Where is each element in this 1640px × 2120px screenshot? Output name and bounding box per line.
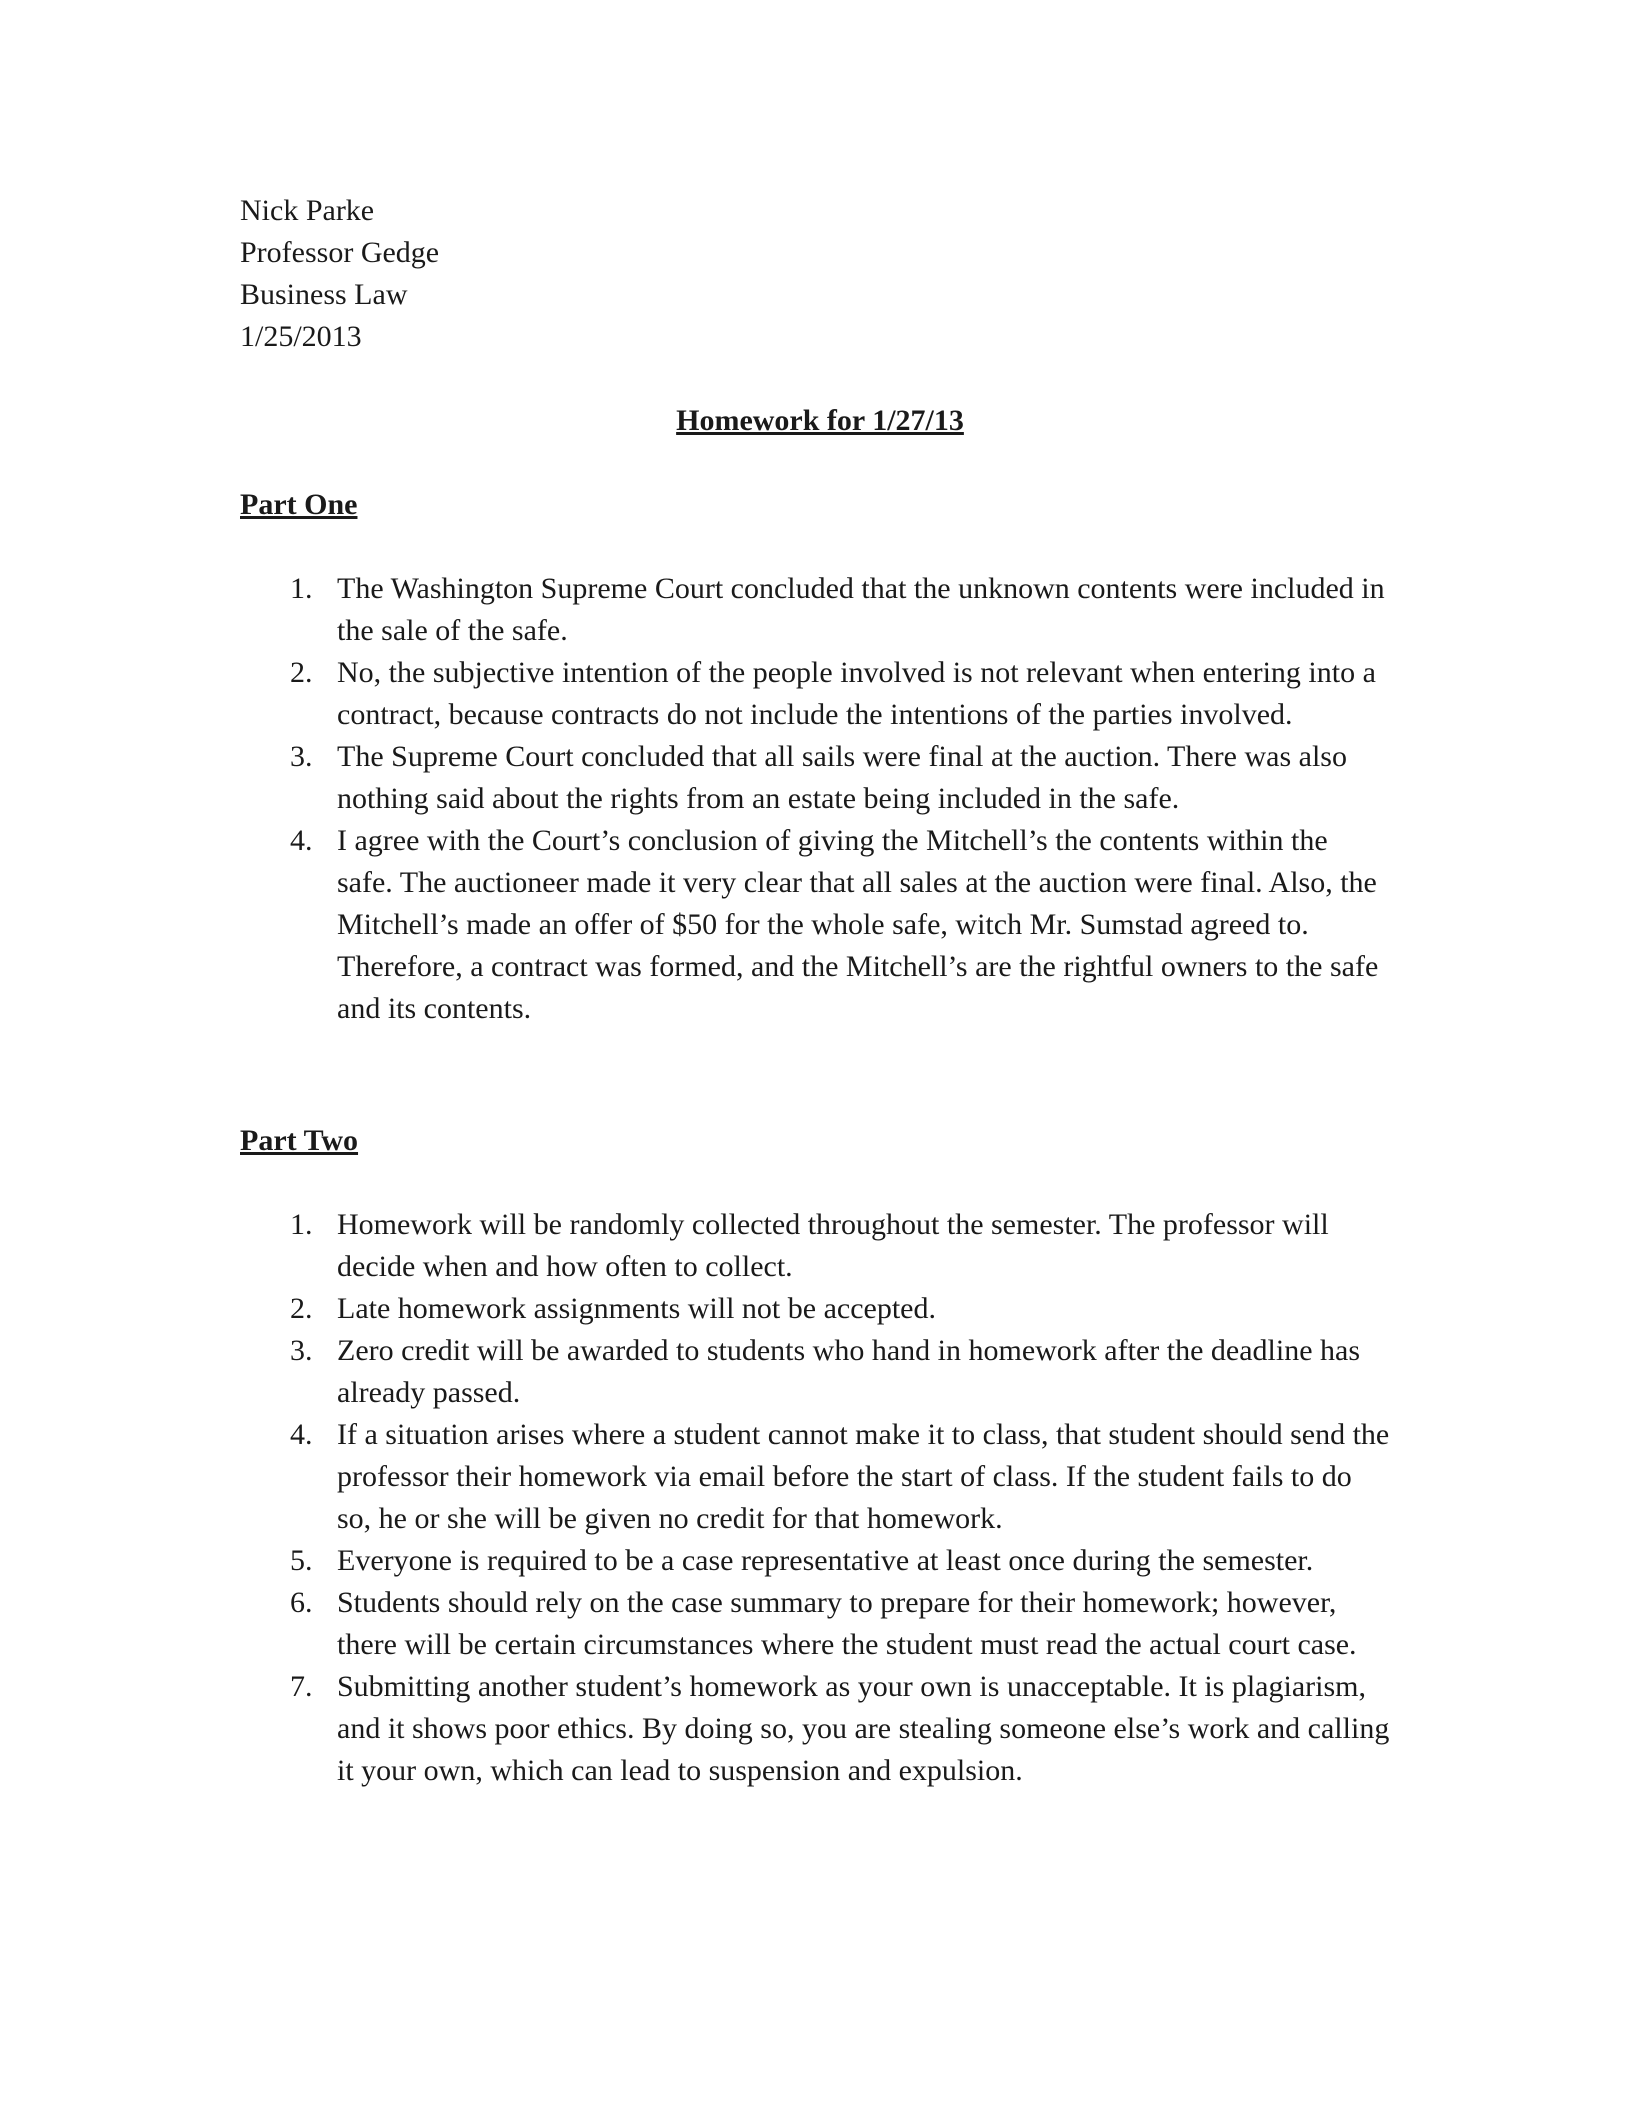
item-number: 7. [290, 1670, 313, 1703]
item-number: 4. [290, 1418, 313, 1451]
list-item [0, 1582, 1640, 1666]
item-text: The Washington Supreme Court concluded that the unknown contents were included in the sale of the safe. [337, 572, 1385, 647]
list-item [0, 1288, 1640, 1330]
item-number: 2. [290, 1292, 313, 1325]
list-item [0, 736, 1640, 820]
item-text: Zero credit will be awarded to students who hand in homework after the deadline has already passed. [337, 1334, 1361, 1409]
item-number: 1. [290, 1208, 313, 1241]
professor-name: Professor Gedge [240, 236, 440, 269]
item-number: 1. [290, 572, 313, 605]
item-number: 2. [290, 656, 313, 689]
list-item [0, 652, 1640, 736]
item-text: Everyone is required to be a case representative at least once during the semester. [337, 1544, 1314, 1577]
document-title: Homework for 1/27/13 [676, 404, 964, 437]
list-item [0, 1330, 1640, 1414]
part-two-list [0, 1204, 1640, 1792]
item-text: Students should rely on the case summary to prepare for their homework; however, there will be certain circumstances where the student must read the actual court case. [337, 1586, 1357, 1661]
list-item [0, 1204, 1640, 1288]
item-number: 4. [290, 824, 313, 857]
list-item [0, 1666, 1640, 1792]
item-text: Homework will be randomly collected throughout the semester. The professor will decide when and how often to collect. [337, 1208, 1329, 1283]
list-item [0, 568, 1640, 652]
list-item [0, 1414, 1640, 1540]
part-one-list [0, 568, 1640, 1030]
item-number: 5. [290, 1544, 313, 1577]
item-text: I agree with the Court’s conclusion of giving the Mitchell’s the contents within the safe. The auctioneer made it very clear that all sales at the auction were final. Also, the Mitchell’s made an offer of $50 for the whole safe, witch Mr. Sumstad agreed to. Therefore, a contract was formed, and the Mitchell’s are the rightful owners to the safe and its contents. [337, 824, 1379, 1025]
student-name: Nick Parke [240, 194, 375, 227]
item-text: The Supreme Court concluded that all sails were final at the auction. There was also nothing said about the rights from an estate being included in the safe. [337, 740, 1347, 815]
item-number: 3. [290, 1334, 313, 1367]
item-number: 6. [290, 1586, 313, 1619]
list-item [0, 1540, 1640, 1582]
document-date: 1/25/2013 [240, 320, 362, 353]
item-text: Late homework assignments will not be accepted. [337, 1292, 936, 1325]
list-item [0, 820, 1640, 1030]
item-number: 3. [290, 740, 313, 773]
part-one-heading: Part One [240, 488, 358, 521]
header-block [240, 190, 439, 358]
item-text: If a situation arises where a student cannot make it to class, that student should send the professor their homework via email before the start of class. If the student fails to do so, he or she will be given no credit for that homework. [337, 1418, 1390, 1535]
part-two-heading: Part Two [240, 1124, 359, 1157]
item-text: No, the subjective intention of the people involved is not relevant when entering into a contract, because contracts do not include the intentions of the parties involved. [337, 656, 1376, 731]
course-name: Business Law [240, 278, 408, 311]
item-text: Submitting another student’s homework as your own is unacceptable. It is plagiarism, and it shows poor ethics. By doing so, you are stealing someone else’s work and calling it your own, which can lead to suspension and expulsion. [337, 1670, 1390, 1787]
